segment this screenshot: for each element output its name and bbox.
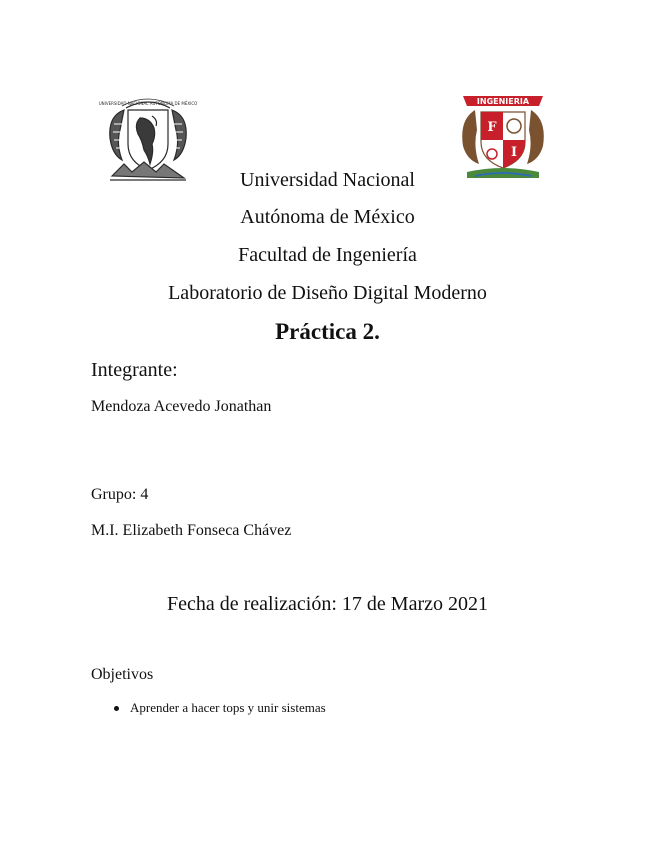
objectives-heading: Objetivos <box>91 666 154 683</box>
student-name: Mendoza Acevedo Jonathan <box>91 398 272 415</box>
faculty-name: Facultad de Ingeniería <box>238 244 417 266</box>
bullet-icon <box>114 706 119 711</box>
objective-text: Aprender a hacer tops y unir sistemas <box>130 700 326 715</box>
svg-text:UNIVERSIDAD NACIONAL AUTÓNOMA: UNIVERSIDAD NACIONAL AUTÓNOMA DE MÉXICO <box>98 101 198 106</box>
group-number: Grupo: 4 <box>91 486 149 503</box>
laboratory-name: Laboratorio de Diseño Digital Moderno <box>168 282 487 304</box>
svg-text:I: I <box>510 145 518 160</box>
objectives-list <box>112 699 326 717</box>
professor-name: M.I. Elizabeth Fonseca Chávez <box>91 522 292 539</box>
completion-date: Fecha de realización: 17 de Marzo 2021 <box>167 593 488 615</box>
svg-text:F: F <box>487 120 497 135</box>
list-item <box>112 699 326 717</box>
student-label: Integrante: <box>91 359 178 381</box>
university-name-line1: Universidad Nacional <box>240 169 415 191</box>
university-name-line2: Autónoma de México <box>240 206 415 228</box>
svg-text:INGENIERIA: INGENIERIA <box>476 97 530 106</box>
practice-title: Práctica 2. <box>275 319 380 344</box>
